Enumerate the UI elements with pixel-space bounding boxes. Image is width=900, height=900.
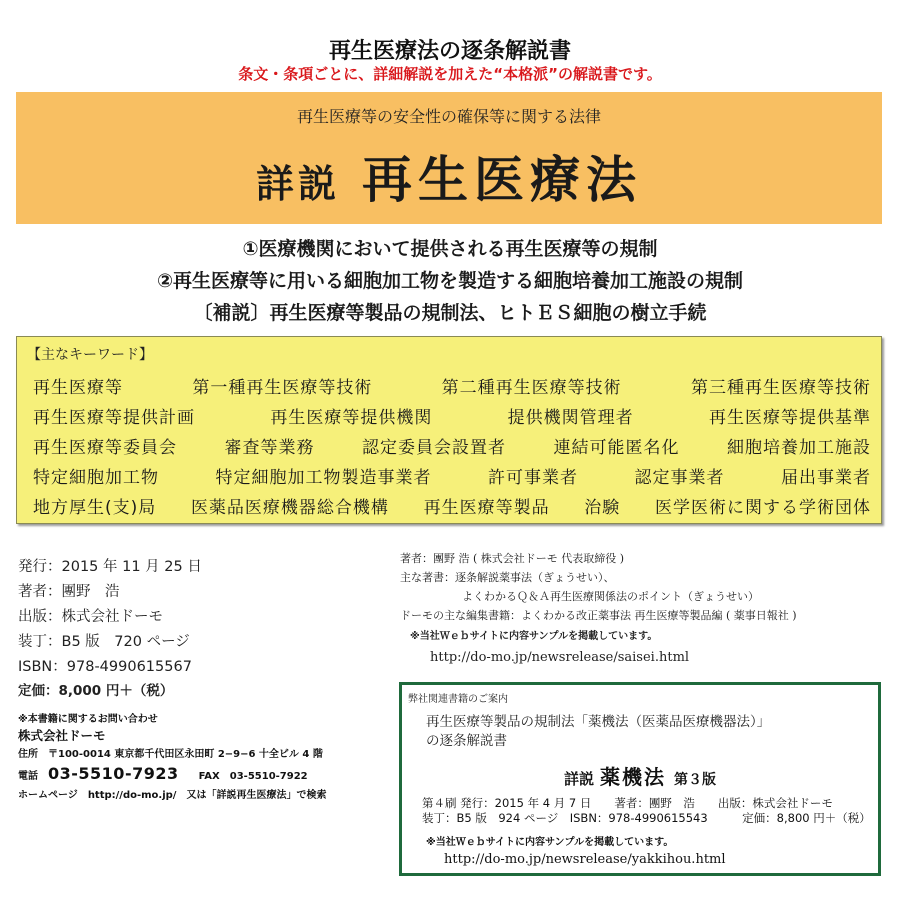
fax-label: FAX <box>198 771 220 782</box>
keyword: 医薬品医療機器総合機構 <box>190 498 389 518</box>
scope-item: ②再生医療等に用いる細胞加工物を製造する細胞培養加工施設の規制 <box>156 270 744 292</box>
homepage-link[interactable]: http://do-mo.jp/ <box>87 790 177 801</box>
related-meta: 第４刷 発行：2015 年 4 月 7 日 著者：團野 浩 出版：株式会社ドーモ <box>422 796 833 810</box>
scope-item: ①医療機関において提供される再生医療等の規制 <box>242 238 658 260</box>
contact-homepage-line <box>18 786 398 805</box>
contact-phone-line <box>18 764 398 786</box>
keyword: 特定細胞加工物 <box>33 468 159 488</box>
address-label: 住所 <box>18 749 38 760</box>
keyword: 届出事業者 <box>781 468 871 488</box>
keyword-heading: 【主なキーワード】 <box>27 347 153 363</box>
page-title: 再生医療法の逐条解説書 <box>328 39 571 64</box>
homepage-label: ホームページ <box>18 790 78 801</box>
keyword: 提供機関管理者 <box>507 408 634 428</box>
keyword: 再生医療等委員会 <box>33 438 177 458</box>
keyword: 第二種再生医療等技術 <box>441 378 622 398</box>
keyword-row <box>33 403 871 428</box>
author-detail: 著者：團野 浩 ( 株式会社ドーモ 代表取締役 ) <box>400 552 625 565</box>
related-sample-link[interactable]: http://do-mo.jp/newsrelease/yakkihou.html <box>444 852 726 867</box>
release-date: 発行：2015 年 11 月 25 日 <box>18 559 202 575</box>
publication-info <box>18 555 378 702</box>
keyword: 再生医療等 <box>33 378 123 398</box>
contact-info <box>18 712 398 805</box>
keyword: 医学医術に関する学術団体 <box>654 498 871 518</box>
binding-line: 装丁：B5 版 720 ページ <box>18 634 190 650</box>
keyword-row <box>33 373 871 398</box>
scope-item: 〔補説〕再生医療等製品の規制法、ヒトＥＳ細胞の樹立手続 <box>193 302 707 324</box>
phone-number: 03-5510-7923 <box>48 764 179 783</box>
title-banner <box>16 92 882 224</box>
contact-address <box>18 745 398 764</box>
keyword: 認定委員会設置者 <box>362 438 506 458</box>
related-title-main: 薬機法 <box>600 765 666 789</box>
author-works: 主な著書：逐条解説薬事法（ぎょうせい）、 <box>400 571 615 584</box>
page-tagline: 条文・条項ごとに、詳細解説を加えた“本格派”の解説書です。 <box>238 65 662 83</box>
keyword: 連結可能匿名化 <box>553 438 680 458</box>
keyword: 再生医療等提供計画 <box>33 408 195 428</box>
related-book-box <box>399 682 881 876</box>
author-works-continued: よくわかるＱ＆Ａ再生医療関係法のポイント（ぎょうせい） <box>462 590 759 603</box>
related-meta: 装丁：B5 版 924 ページ ISBN：978-4990615543 定価：8,800 円＋（税） <box>422 811 871 825</box>
keyword-row <box>33 433 871 458</box>
keyword: 細胞培養加工施設 <box>727 438 871 458</box>
related-heading: 弊社関連書籍のご案内 <box>408 694 508 705</box>
keyword: 再生医療等提供機関 <box>270 408 433 428</box>
related-title-prefix: 詳説 <box>563 770 594 788</box>
related-desc-line: 再生医療等製品の規制法「薬機法（医薬品医療機器法）」 <box>426 714 771 730</box>
keyword: 再生医療等提供基準 <box>708 408 871 428</box>
keyword-row <box>33 463 871 488</box>
sample-note: ※当社Ｗｅｂサイトに内容サンプルを掲載しています。 <box>410 631 658 642</box>
phone-label: 電話 <box>18 771 38 782</box>
publisher-line: 出版：株式会社ドーモ <box>18 609 163 625</box>
homepage-search-hint: 又は「詳説再生医療法」で検索 <box>186 790 327 801</box>
keyword: 審査等業務 <box>224 438 315 458</box>
keyword-row <box>33 493 871 518</box>
isbn-line: ISBN：978-4990615567 <box>18 659 192 675</box>
address-value: 〒100-0014 東京都千代田区永田町 2−9−6 十全ビル 4 階 <box>48 749 323 760</box>
edited-books: ドーモの主な編集書籍：よくわかる改正薬事法 再生医療等製品編 ( 薬事日報社 ) <box>400 609 797 622</box>
book-title-main: 再生医療法 <box>362 150 642 209</box>
book-title <box>16 140 882 212</box>
related-desc-line: の逐条解説書 <box>426 733 507 749</box>
keyword-box <box>16 336 882 524</box>
law-full-name: 再生医療等の安全性の確保等に関する法律 <box>296 107 601 126</box>
contact-note: ※本書籍に関するお問い合わせ <box>18 714 158 725</box>
contact-company: 株式会社ドーモ <box>18 728 106 743</box>
related-sample-note: ※当社Ｗｅｂサイトに内容サンプルを掲載しています。 <box>426 837 674 848</box>
keyword: 特定細胞加工物製造事業者 <box>215 468 432 488</box>
author-line: 著者：團野 浩 <box>18 584 120 600</box>
keyword: 認定事業者 <box>634 468 725 488</box>
price-line: 定価：8,000 円＋（税） <box>18 683 174 699</box>
keyword: 治験 <box>584 498 621 518</box>
keyword: 第一種再生医療等技術 <box>192 378 373 398</box>
keyword: 再生医療等製品 <box>423 498 550 518</box>
related-title <box>402 761 878 790</box>
fax-number: 03-5510-7922 <box>229 771 308 782</box>
related-description <box>426 713 876 751</box>
keyword: 第三種再生医療等技術 <box>690 378 871 398</box>
keyword: 地方厚生(支)局 <box>33 498 157 518</box>
book-title-prefix: 詳説 <box>255 161 340 206</box>
author-info <box>400 549 890 670</box>
sample-link[interactable]: http://do-mo.jp/newsrelease/saisei.html <box>430 650 690 665</box>
related-title-edition: 第３版 <box>674 772 716 788</box>
keyword: 許可事業者 <box>488 468 578 488</box>
